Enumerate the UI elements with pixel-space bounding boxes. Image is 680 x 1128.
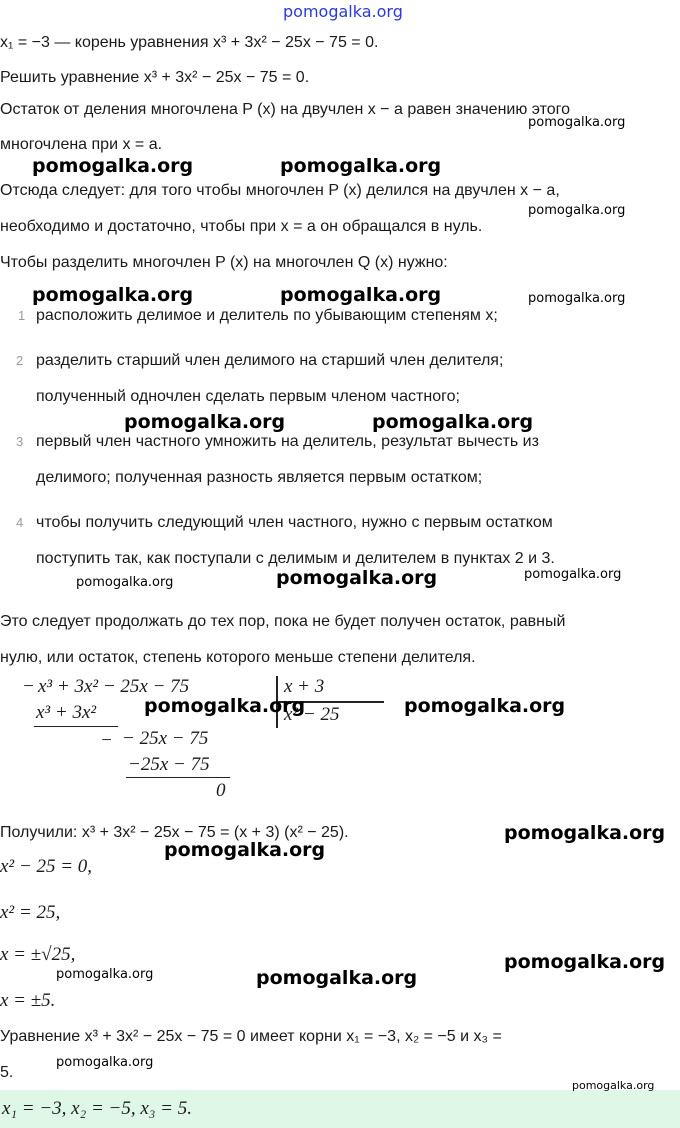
watermark-bold: pomogalka.org bbox=[404, 695, 566, 717]
watermark-bold: pomogalka.org bbox=[164, 839, 326, 861]
result-factorization: Получили: x³ + 3x² − 25x − 75 = (x + 3) (x² − 25). bbox=[0, 824, 349, 841]
watermark-bold: pomogalka.org bbox=[276, 567, 438, 589]
step-text: делимого; полученная разность является первым остатком; bbox=[36, 469, 483, 486]
intro-line-5: Отсюда следует: для того чтобы многочлен P (x) делился на двучлен x − a, bbox=[0, 182, 560, 199]
step-text: первый член частного умножить на делитель, результат вычесть из bbox=[36, 433, 539, 450]
division-underline-2 bbox=[126, 777, 230, 778]
division-subtrahend-1: x³ + 3x² bbox=[36, 702, 97, 723]
step-number: 2 bbox=[16, 353, 24, 368]
watermark-small: pomogalka.org bbox=[56, 1055, 154, 1070]
division-minus-sign: − bbox=[22, 676, 35, 697]
watermark-bold: pomogalka.org bbox=[256, 967, 418, 989]
step-number: 1 bbox=[18, 308, 26, 323]
continue-line-2: нулю, или остаток, степень которого меньше степени делителя. bbox=[0, 649, 476, 666]
division-remainder-1: − 25x − 75 bbox=[122, 728, 209, 749]
step-number: 4 bbox=[16, 515, 24, 530]
result-equation-1: x² − 25 = 0, bbox=[0, 856, 93, 877]
division-remainder-final: 0 bbox=[216, 780, 226, 801]
roots-line-2: 5. bbox=[0, 1064, 14, 1081]
step-text: чтобы получить следующий член частного, нужно с первым остатком bbox=[36, 514, 553, 531]
watermark-small: pomogalka.org bbox=[76, 575, 174, 590]
watermark-bold: pomogalka.org bbox=[124, 411, 286, 433]
watermark-bold: pomogalka.org bbox=[504, 822, 666, 844]
step-number: 3 bbox=[16, 434, 24, 449]
division-divisor: x + 3 bbox=[284, 676, 325, 697]
result-equation-2: x² = 25, bbox=[0, 902, 61, 923]
intro-line-2: Решить уравнение x³ + 3x² − 25x − 75 = 0. bbox=[0, 69, 310, 86]
division-quotient: x² − 25 bbox=[284, 704, 340, 725]
watermark-bold: pomogalka.org bbox=[280, 284, 442, 306]
step-text: поступить так, как поступали с делимым и делителем в пунктах 2 и 3. bbox=[36, 550, 555, 567]
intro-line-6: необходимо и достаточно, чтобы при x = a он обращался в нуль. bbox=[0, 218, 483, 235]
result-equation-3: x = ±√25, bbox=[0, 944, 76, 965]
division-underline-1 bbox=[34, 726, 118, 727]
watermark-small: pomogalka.org bbox=[528, 115, 626, 130]
intro-line-1: x₁ = −3 — корень уравнения x³ + 3x² − 25x − 75 = 0. bbox=[0, 34, 379, 51]
watermark-bold: pomogalka.org bbox=[32, 284, 194, 306]
roots-line-1: Уравнение x³ + 3x² − 25x − 75 = 0 имеет корни x₁ = −3, x₂ = −5 и x₃ = bbox=[0, 1028, 502, 1045]
step-text: расположить делимое и делитель по убывающим степеням x; bbox=[36, 307, 498, 324]
watermark-small: pomogalka.org bbox=[572, 1079, 655, 1092]
watermark-bold: pomogalka.org bbox=[280, 155, 442, 177]
division-dividend: x³ + 3x² − 25x − 75 bbox=[38, 676, 190, 697]
watermark-bold: pomogalka.org bbox=[144, 695, 306, 717]
watermark-small: pomogalka.org bbox=[56, 967, 154, 982]
watermark-bold: pomogalka.org bbox=[372, 411, 534, 433]
watermark-top[interactable]: pomogalka.org bbox=[283, 2, 403, 21]
step-text: разделить старший член делимого на старший член делителя; bbox=[36, 352, 504, 369]
division-minus-sign-2: − bbox=[100, 730, 113, 751]
watermark-small: pomogalka.org bbox=[528, 203, 626, 218]
watermark-bold: pomogalka.org bbox=[32, 155, 194, 177]
watermark-small: pomogalka.org bbox=[524, 567, 622, 582]
intro-line-7: Чтобы разделить многочлен P (x) на многочлен Q (x) нужно: bbox=[0, 254, 448, 271]
continue-line-1: Это следует продолжать до тех пор, пока не будет получен остаток, равный bbox=[0, 613, 566, 630]
result-equation-4: x = ±5. bbox=[0, 990, 56, 1011]
step-text: полученный одночлен сделать первым членом частного; bbox=[36, 388, 460, 405]
intro-line-4: многочлена при x = a. bbox=[0, 136, 163, 153]
division-subtrahend-2: −25x − 75 bbox=[128, 754, 210, 775]
intro-line-3: Остаток от деления многочлена P (x) на двучлен x − a равен значению этого bbox=[0, 101, 571, 118]
watermark-bold: pomogalka.org bbox=[504, 951, 666, 973]
watermark-small: pomogalka.org bbox=[528, 291, 626, 306]
answer-text: x₁ = −3, x₂ = −5, x₃ = 5. bbox=[2, 1098, 192, 1119]
